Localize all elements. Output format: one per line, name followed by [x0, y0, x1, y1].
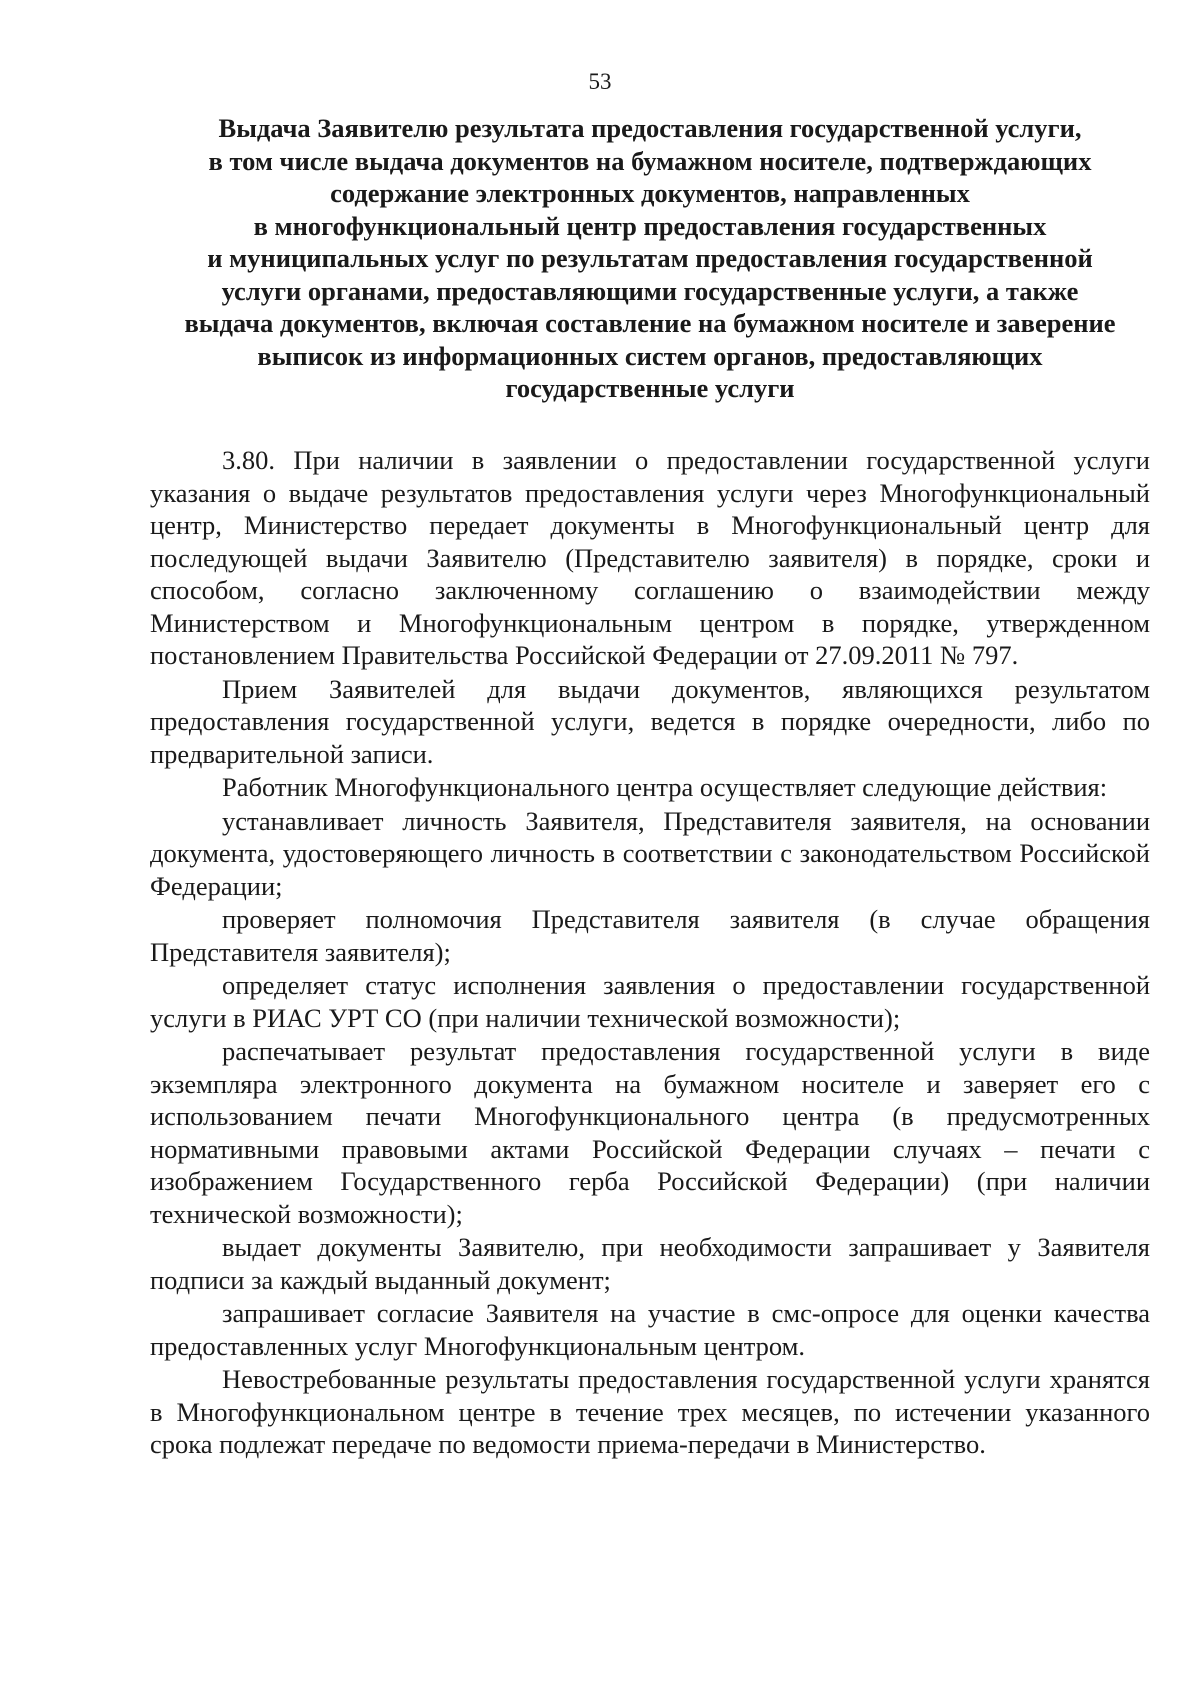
document-body: [150, 444, 1150, 1462]
list-item-print-result: распечатывает результат предоставления государственной услуги в виде экземпляра электронного документа на бумажном носителе и заверяет его с использованием печати Многофункционального центра (в предусмотренных нормативными правовыми актами Российской Федерации случаях – печати с изображением Государственного герба Российской Федерации) (при наличии технической возможности);: [150, 1036, 1150, 1229]
heading-line: выписок из информационных систем органов, предоставляющих: [257, 340, 1043, 371]
list-item-sms-survey: запрашивает согласие Заявителя на участие в смс-опросе для оценки качества предоставленных услуг Многофункциональным центром.: [150, 1298, 1150, 1361]
paragraph-unclaimed: Невостребованные результаты предоставления государственной услуги хранятся в Многофункциональном центре в течение трех месяцев, по истечении указанного срока подлежат передаче по ведомости приема-передачи в Министерство.: [150, 1364, 1150, 1459]
heading-line: содержание электронных документов, направленных: [330, 178, 970, 208]
page-number: 53: [588, 69, 612, 94]
list-item-issue-documents: выдает документы Заявителю, при необходимости запрашивает у Заявителя подписи за каждый выданный документ;: [150, 1232, 1150, 1295]
list-item-check-authority: проверяет полномочия Представителя заявителя (в случае обращения Представителя заявителя);: [150, 904, 1150, 967]
paragraph-reception: Прием Заявителей для выдачи документов, являющихся результатом предоставления государственной услуги, ведется в порядке очередности, либо по предварительной записи.: [150, 673, 1150, 769]
heading-line: Выдача Заявителю результата предоставления государственной услуги,: [218, 113, 1082, 143]
heading-line: услуги органами, предоставляющими государственные услуги, а также: [221, 275, 1079, 306]
heading-line: государственные услуги: [505, 373, 795, 403]
paragraph-3-80: 3.80. При наличии в заявлении о предоставлении государственной услуги указания о выдаче результатов предоставления услуги через Многофункциональный центр, Министерство передает документы в Многофункциональный центр для последующей выдачи Заявителю (Представителю заявителя) в порядке, сроки и способом, согласно заключенному соглашению о взаимодействии между Министерством и Многофункциональным центром в порядке, утвержденном постановлением Правительства Российской Федерации от 27.09.2011 № 797.: [150, 445, 1150, 670]
list-item-status: определяет статус исполнения заявления о предоставлении государственной услуги в РИАС УРТ СО (при наличии технической возможности);: [150, 970, 1150, 1033]
list-item-identify: устанавливает личность Заявителя, Представителя заявителя, на основании документа, удостоверяющего личность в соответствии с законодательством Российской Федерации;: [150, 805, 1150, 901]
paragraph-worker-actions: Работник Многофункционального центра осуществляет следующие действия:: [222, 772, 1108, 802]
section-heading: [150, 112, 1150, 405]
heading-line: и муниципальных услуг по результатам предоставления государственной: [207, 243, 1093, 273]
heading-line: в многофункциональный центр предоставления государственных: [253, 210, 1047, 241]
heading-line: выдача документов, включая составление на бумажном носителе и заверение: [184, 308, 1116, 338]
heading-line: в том числе выдача документов на бумажном носителе, подтверждающих: [208, 145, 1092, 176]
